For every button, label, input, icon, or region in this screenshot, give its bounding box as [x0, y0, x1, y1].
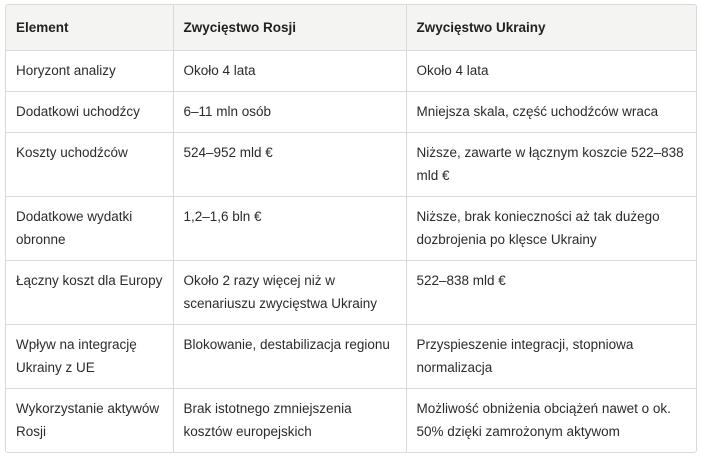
row-label-cell: Wpływ na integrację Ukrainy z UE [6, 325, 173, 389]
table-row [6, 133, 696, 197]
table-row [6, 92, 696, 133]
row-label-cell: Łączny koszt dla Europy [6, 261, 173, 325]
ukraine-victory-cell: Niższe, brak konieczności aż tak dużego dozbrojenia po klęsce Ukrainy [406, 197, 696, 261]
row-label-cell: Horyzont analizy [6, 51, 173, 92]
table-body [6, 51, 696, 453]
row-label-cell: Wykorzystanie aktywów Rosji [16, 401, 160, 439]
russia-victory-cell: 1,2–1,6 bln € [173, 197, 406, 261]
column-header-element: Element [6, 5, 173, 51]
ukraine-victory-cell: Około 4 lata [406, 51, 696, 92]
ukraine-victory-cell: Przyspieszenie integracji, stopniowa normalizacja [406, 325, 696, 389]
table-header [6, 5, 696, 51]
row-label-cell: Dodatkowi uchodźcy [6, 92, 173, 133]
table-row [6, 261, 696, 325]
russia-victory-cell: Brak istotnego zmniejszenia kosztów europejskich [173, 389, 406, 453]
russia-victory-cell: Około 4 lata [173, 51, 406, 92]
row-label-cell: Koszty uchodźców [6, 133, 173, 197]
russia-victory-cell: Około 2 razy więcej niż w scenariuszu zwycięstwa Ukrainy [173, 261, 406, 325]
comparison-table-container [5, 4, 697, 453]
ukraine-victory-cell: Możliwość obniżenia obciążeń nawet o ok. 50% dzięki zamrożonym aktywom [406, 389, 696, 453]
table-row [6, 325, 696, 389]
row-label-cell: Dodatkowe wydatki obronne [6, 197, 173, 261]
header-row [6, 5, 696, 51]
column-header-ukraine-victory: Zwycięstwo Ukrainy [406, 5, 696, 51]
table-row [6, 389, 696, 453]
table-row [6, 197, 696, 261]
comparison-table [6, 5, 696, 452]
ukraine-victory-cell: Mniejsza skala, część uchodźców wraca [406, 92, 696, 133]
column-header-russia-victory: Zwycięstwo Rosji [173, 5, 406, 51]
table-row [6, 51, 696, 92]
russia-victory-cell: 6–11 mln osób [173, 92, 406, 133]
russia-victory-cell: 524–952 mld € [173, 133, 406, 197]
russia-victory-cell: Blokowanie, destabilizacja regionu [173, 325, 406, 389]
ukraine-victory-cell: Niższe, zawarte w łącznym koszcie 522–838 mld € [406, 133, 696, 197]
ukraine-victory-cell: 522–838 mld € [406, 261, 696, 325]
